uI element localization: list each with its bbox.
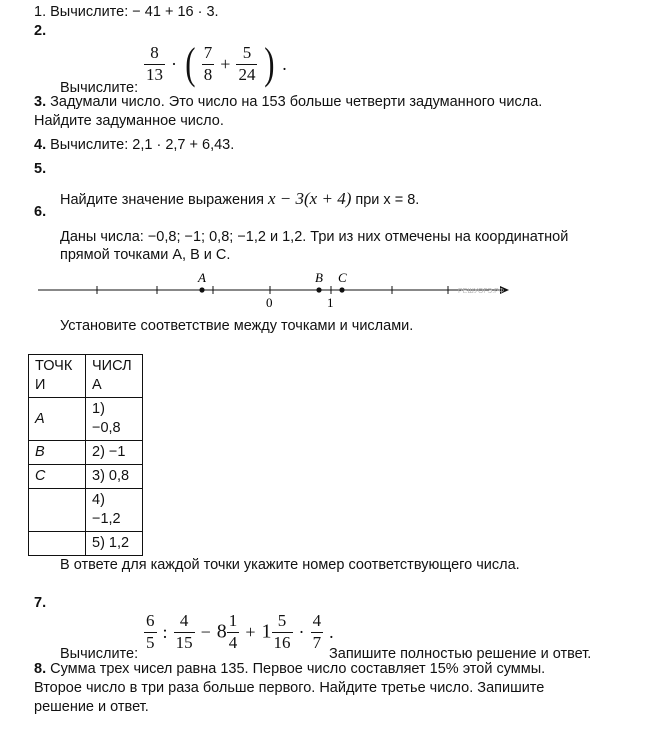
right-paren: ) [263, 39, 274, 88]
task-2-label: Вычислите: [60, 80, 139, 96]
table-cell: 3) 0,8 [86, 465, 143, 489]
period: . [329, 621, 334, 642]
task-4-number: 4. [34, 137, 47, 153]
task-8-line-3: решение и ответ. [34, 699, 149, 715]
fraction-5-24: $\frac{5}{24}$ [238, 42, 256, 84]
fraction-5-16: $\frac{5}{16}$ [273, 611, 291, 652]
task-8-line-1 [34, 661, 545, 677]
header-numbers: ЧИСЛ А [86, 355, 143, 398]
fraction-4-15: $\frac{4}{15}$ [175, 611, 193, 652]
task-4-expression: 2,1 · 2,7 + 6,43. [132, 137, 235, 153]
mixed-8-integer: 8 [216, 620, 227, 643]
divide-sign: : [162, 621, 168, 642]
table-row [29, 465, 143, 489]
table-row [29, 532, 143, 556]
period: . [282, 53, 287, 74]
table-row [29, 398, 143, 441]
label-one: 1 [327, 295, 334, 310]
task-1-expression: − 41 + 16 · 3. [132, 4, 219, 20]
plus-sign: + [220, 53, 231, 74]
task-5-text [60, 189, 419, 209]
task-3-line-2: Найдите задуманное число. [34, 113, 224, 129]
task-7-number: 7. [34, 595, 47, 611]
minus-sign: − [200, 621, 211, 642]
task-5-prefix: Найдите значение выражения [60, 192, 264, 208]
fraction-6-5: $\frac{6}{5}$ [146, 611, 155, 652]
table-row [29, 441, 143, 465]
task-6-line-1: Даны числа: −0,8; −1; 0,8; −1,2 и 1,2. Три из них отмечены на координатной [60, 229, 569, 245]
label-c: C [338, 270, 347, 285]
task-1-number: 1. [34, 4, 47, 20]
task-2-number: 2. [34, 23, 47, 39]
fraction-7-8: $\frac{7}{8}$ [203, 42, 213, 84]
fraction-8-13: $\frac{8}{13}$ [146, 42, 163, 84]
task-8-text: Сумма трех чисел равна 135. Первое число составляет 15% этой суммы. [50, 661, 546, 677]
task-3-line-1 [34, 94, 542, 110]
task-8-line-2: Второе число в три раза больше первого. Найдите третье число. Запишите [34, 680, 545, 696]
label-a: A [198, 270, 206, 285]
task-5-number: 5. [34, 161, 47, 177]
plus-sign: + [245, 621, 256, 642]
task-1 [34, 4, 219, 20]
point-a [199, 287, 204, 292]
task-6-instruction: Установите соответствие между точками и числами. [60, 318, 414, 334]
task-6-answer-note: В ответе для каждой точки укажите номер соответствующего числа. [60, 557, 520, 573]
fraction-1-4: $\frac{1}{4}$ [228, 611, 238, 652]
task-7-formula [144, 612, 336, 652]
task-1-label: Вычислите: [50, 4, 129, 20]
task-7-label: Вычислите: [60, 646, 139, 662]
table-cell: 4) −1,2 [86, 489, 143, 532]
task-6-number: 6. [34, 204, 47, 220]
header-points: ТОЧК И [29, 355, 86, 398]
left-paren: ( [185, 39, 196, 88]
point-c [339, 287, 344, 292]
matching-table [28, 354, 143, 556]
label-b: B [315, 270, 323, 285]
task-5-suffix: при x = 8. [355, 192, 420, 208]
fraction-4-7: $\frac{4}{7}$ [312, 611, 322, 652]
task-7-note: Запишите полностью решение и ответ. [329, 646, 592, 662]
table-cell: 2) −1 [86, 441, 143, 465]
point-b [316, 287, 321, 292]
mixed-1-integer: 1 [261, 620, 272, 643]
label-zero: 0 [266, 295, 273, 310]
table-cell: A [29, 398, 86, 441]
watermark: РЕШУОГЭ.РФ [458, 288, 505, 295]
task-5-expression: x − 3(x + 4) [268, 189, 352, 208]
multiply-sign: · [298, 621, 305, 642]
task-3-number: 3. [34, 94, 47, 110]
table-cell [29, 532, 86, 556]
task-3-text: Задумали число. Это число на 153 больше четверти задуманного числа. [50, 94, 543, 110]
table-cell [29, 489, 86, 532]
number-line [0, 268, 646, 312]
table-cell: C [29, 465, 86, 489]
task-6-line-2: прямой точками A, B и C. [60, 247, 231, 263]
table-cell: B [29, 441, 86, 465]
table-header-row [29, 355, 143, 398]
table-row [29, 489, 143, 532]
task-2-formula [144, 39, 289, 88]
table-cell: 1) −0,8 [86, 398, 143, 441]
multiply-sign: · [171, 53, 178, 74]
task-4 [34, 137, 234, 153]
table-cell: 5) 1,2 [86, 532, 143, 556]
task-8-number: 8. [34, 661, 47, 677]
task-4-label: Вычислите: [50, 137, 129, 153]
